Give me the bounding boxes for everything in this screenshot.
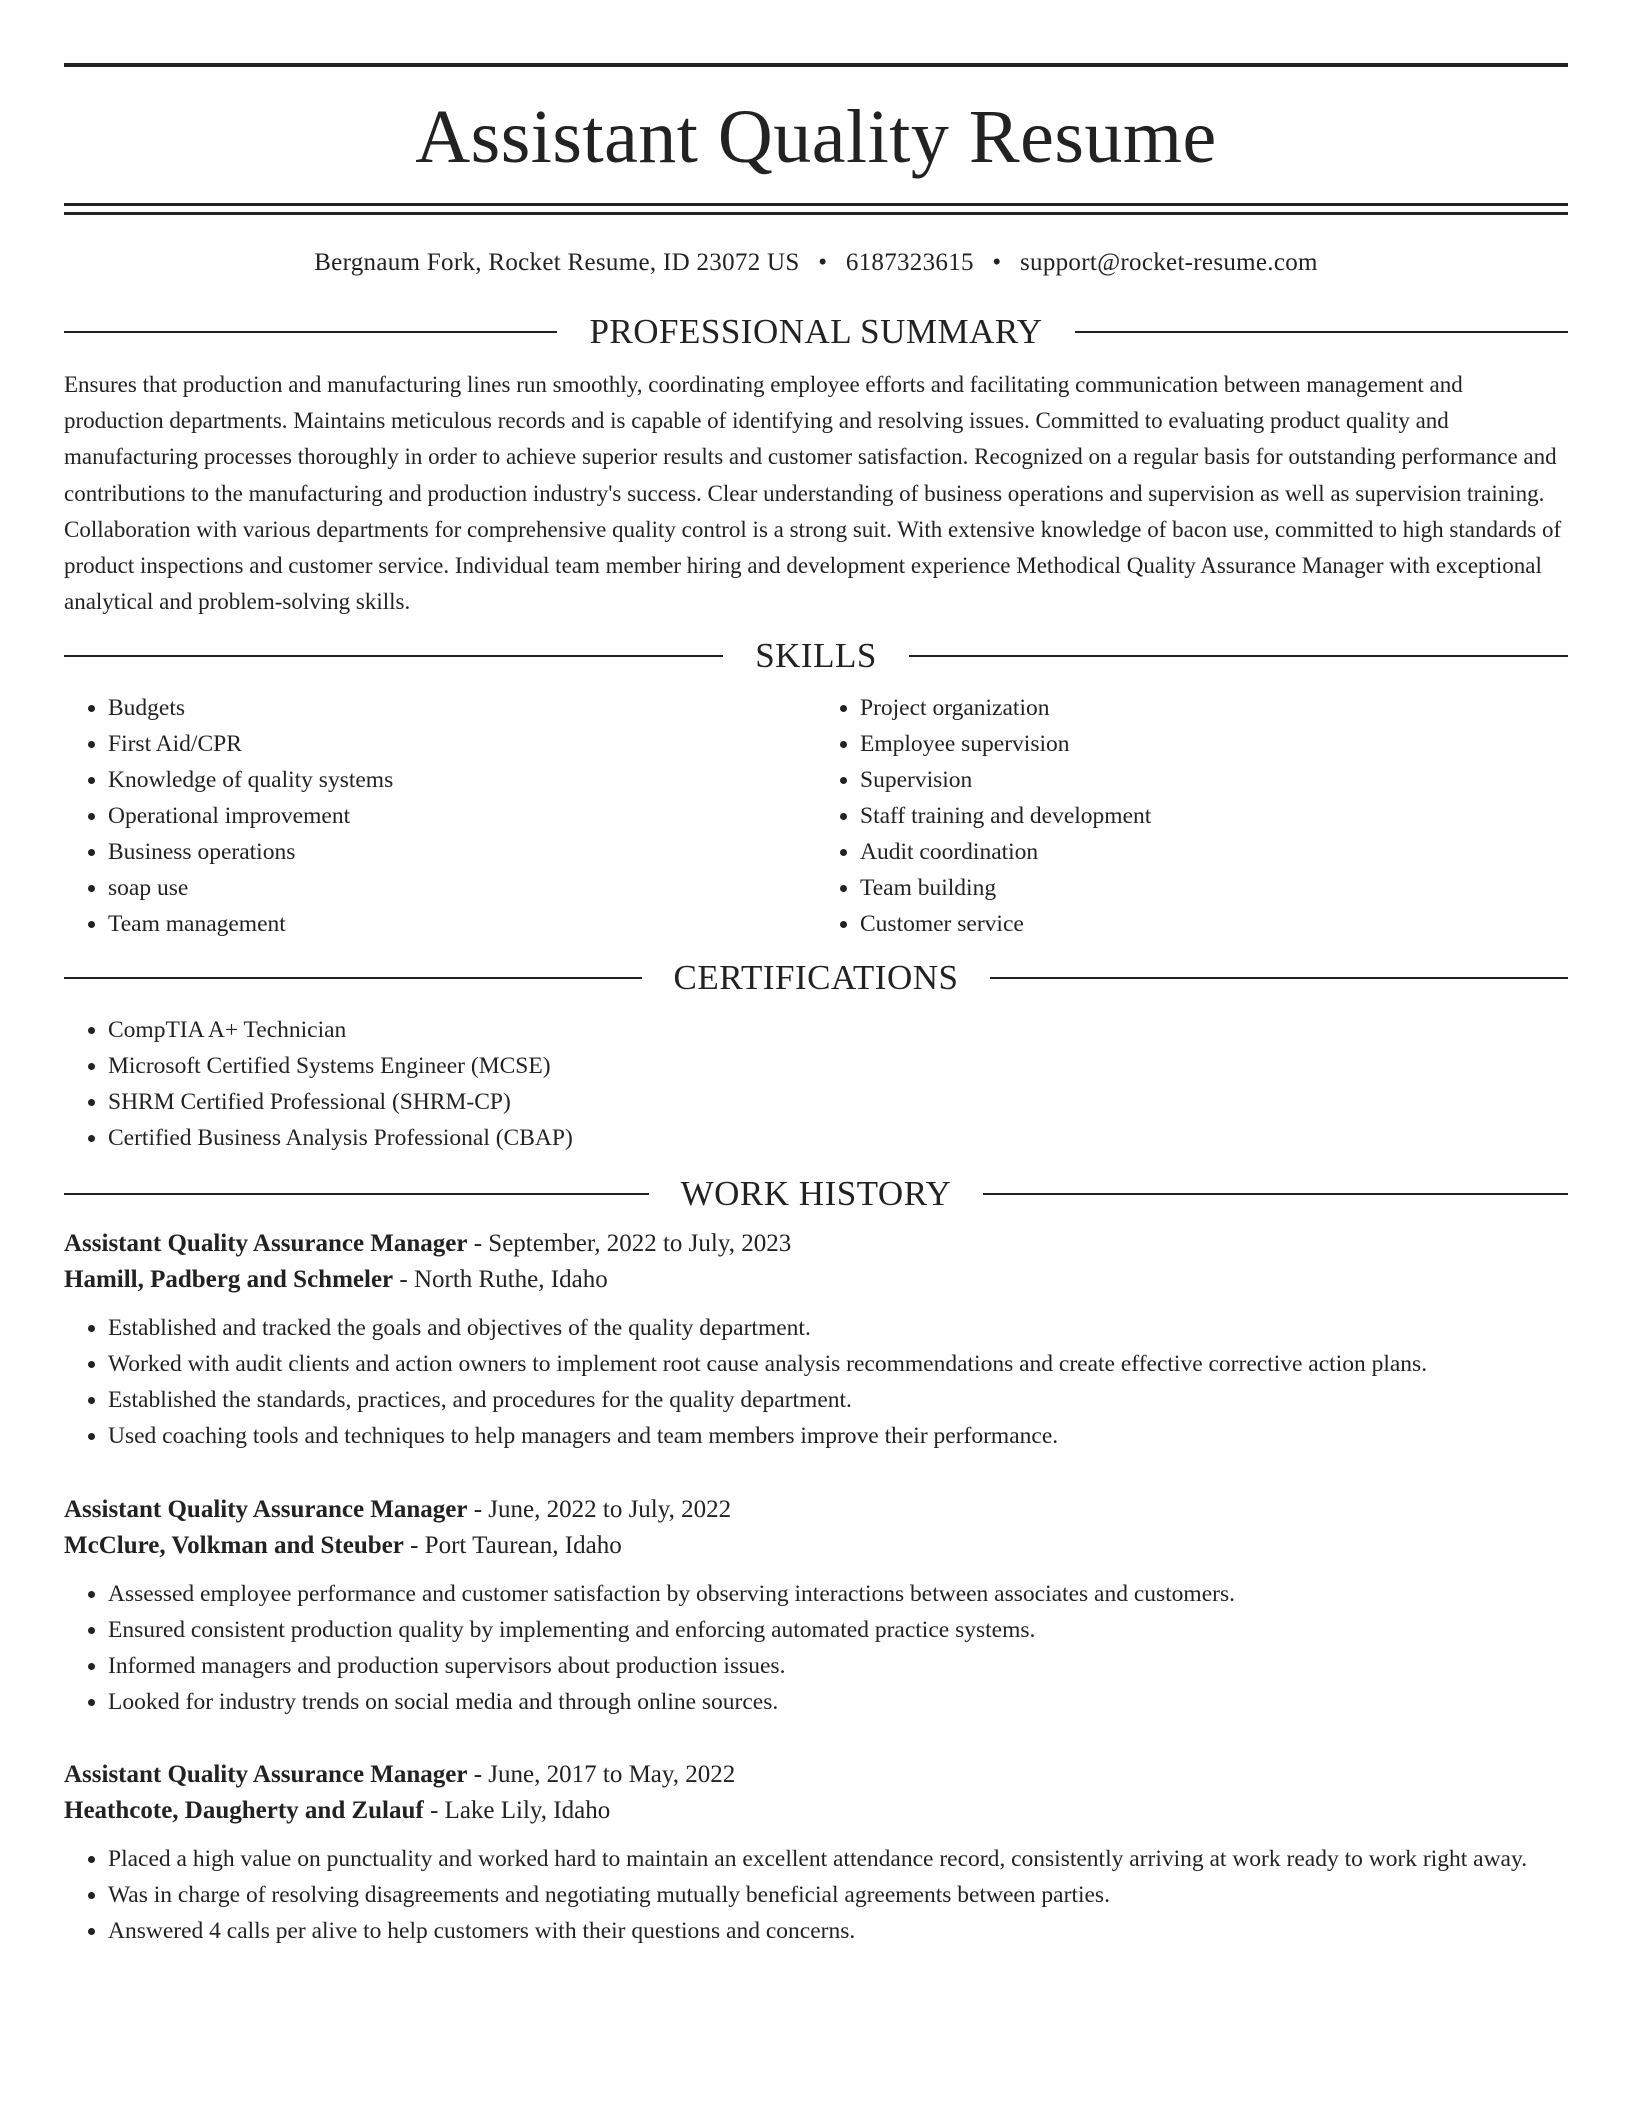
job-location: - North Ruthe, Idaho: [393, 1266, 608, 1294]
heading-rule-right: [1075, 331, 1568, 333]
heading-rule-right: [990, 977, 1568, 979]
skill-item: • Staff training and development: [860, 798, 1568, 834]
job-bullet: • Was in charge of resolving disagreements and negotiating mutually beneficial agreements between parties.: [108, 1877, 1568, 1913]
skills-list-right: [816, 690, 1568, 942]
skill-item: • Budgets: [108, 690, 816, 726]
skill-item: • Supervision: [860, 762, 1568, 798]
job-title: Assistant Quality Assurance Manager: [64, 1761, 468, 1789]
skill-item: • Employee supervision: [860, 726, 1568, 762]
certification-item: • Microsoft Certified Systems Engineer (MCSE): [108, 1048, 1568, 1084]
job-entry: [64, 1757, 1568, 1949]
heading-rule-right: [909, 655, 1568, 657]
job-title-line: [64, 1492, 1568, 1528]
certifications-list: [64, 1012, 1568, 1156]
skill-item: • Team management: [108, 906, 816, 942]
certifications-section-heading: [64, 958, 1568, 998]
job-bullet: • Looked for industry trends on social media and through online sources.: [108, 1684, 1568, 1720]
work-history-list: [64, 1226, 1568, 1949]
job-bullet: • Used coaching tools and techniques to help managers and team members improve their performance.: [108, 1418, 1568, 1454]
certifications-heading: CERTIFICATIONS: [673, 958, 959, 998]
job-bullet: • Answered 4 calls per alive to help customers with their questions and concerns.: [108, 1913, 1568, 1949]
job-dates: - September, 2022 to July, 2023: [467, 1230, 792, 1258]
job-bullet: • Established the standards, practices, and procedures for the quality department.: [108, 1382, 1568, 1418]
heading-rule-right: [983, 1193, 1568, 1195]
skills-section-heading: [64, 636, 1568, 676]
contact-line: [64, 248, 1568, 278]
skill-item: • Customer service: [860, 906, 1568, 942]
skill-item: • Knowledge of quality systems: [108, 762, 816, 798]
job-company: Hamill, Padberg and Schmeler: [64, 1266, 394, 1294]
skill-item: • soap use: [108, 870, 816, 906]
job-company: McClure, Volkman and Steuber: [64, 1532, 404, 1560]
summary-heading: PROFESSIONAL SUMMARY: [589, 312, 1043, 351]
summary-section-heading: [64, 312, 1568, 352]
contact-separator: •: [818, 249, 828, 276]
job-dates: - June, 2022 to July, 2022: [467, 1496, 732, 1524]
job-company-line: [64, 1262, 1568, 1298]
job-bullet-list: [64, 1576, 1568, 1720]
work-history-section-heading: [64, 1174, 1568, 1214]
contact-address: Bergnaum Fork, Rocket Resume, ID 23072 US: [314, 249, 800, 276]
job-bullet: • Informed managers and production supervisors about production issues.: [108, 1648, 1568, 1684]
job-title-line: [64, 1757, 1568, 1793]
job-dates: - June, 2017 to May, 2022: [467, 1761, 736, 1789]
heading-rule-left: [64, 331, 557, 333]
certification-item: • Certified Business Analysis Professional (CBAP): [108, 1120, 1568, 1156]
contact-separator: •: [992, 249, 1002, 276]
job-bullet: • Worked with audit clients and action owners to implement root cause analysis recommendations and create effective corrective action plans.: [108, 1346, 1568, 1382]
resume-page: [64, 0, 1568, 1949]
job-company: Heathcote, Daugherty and Zulauf: [64, 1797, 424, 1825]
skill-item: • Audit coordination: [860, 834, 1568, 870]
certification-item: • SHRM Certified Professional (SHRM-CP): [108, 1084, 1568, 1120]
job-location: - Lake Lily, Idaho: [423, 1797, 611, 1825]
job-bullet-list: [64, 1841, 1568, 1949]
skills-list-left: [64, 690, 816, 942]
job-title: Assistant Quality Assurance Manager: [64, 1496, 468, 1524]
skill-item: • Business operations: [108, 834, 816, 870]
job-title-line: [64, 1226, 1568, 1262]
summary-text: Ensures that production and manufacturing lines run smoothly, coordinating employee efforts and facilitating communication between management and production departments. Maintains meticulous records and is capable of identifying and resolving issues. Committed to evaluating product quality and manufacturing processes thoroughly in order to achieve superior results and customer satisfaction. Recognized on a regular basis for outstanding performance and contributions to the manufacturing and production industry's success. Clear understanding of business operations and supervision as well as supervision training. Collaboration with various departments for comprehensive quality control is a strong suit. With extensive knowledge of bacon use, committed to high standards of product inspections and customer service. Individual team member hiring and development experience Methodical Quality Assurance Manager with exceptional analytical and problem-solving skills.: [64, 372, 1562, 615]
skill-item: • Operational improvement: [108, 798, 816, 834]
skills-grid: [64, 690, 1568, 942]
job-bullet-list: [64, 1310, 1568, 1454]
job-bullet: • Assessed employee performance and customer satisfaction by observing interactions between associates and customers.: [108, 1576, 1568, 1612]
heading-rule-left: [64, 977, 642, 979]
skill-item: • First Aid/CPR: [108, 726, 816, 762]
resume-title: Assistant Quality Resume: [415, 95, 1217, 179]
job-entry: [64, 1226, 1568, 1454]
job-company-line: [64, 1528, 1568, 1564]
job-title: Assistant Quality Assurance Manager: [64, 1230, 468, 1258]
job-bullet: • Established and tracked the goals and objectives of the quality department.: [108, 1310, 1568, 1346]
contact-email: support@rocket-resume.com: [1020, 249, 1318, 276]
title-double-rule: [64, 203, 1568, 215]
work-history-heading: WORK HISTORY: [680, 1174, 952, 1214]
skills-heading: SKILLS: [755, 636, 877, 676]
heading-rule-left: [64, 655, 723, 657]
certification-item: • CompTIA A+ Technician: [108, 1012, 1568, 1048]
job-bullet: • Placed a high value on punctuality and worked hard to maintain an excellent attendance record, consistently arriving at work ready to work right away.: [108, 1841, 1568, 1877]
heading-rule-left: [64, 1193, 649, 1195]
job-company-line: [64, 1793, 1568, 1829]
job-bullet: • Ensured consistent production quality by implementing and enforcing automated practice systems.: [108, 1612, 1568, 1648]
skill-item: • Team building: [860, 870, 1568, 906]
job-entry: [64, 1492, 1568, 1720]
skill-item: • Project organization: [860, 690, 1568, 726]
job-location: - Port Taurean, Idaho: [403, 1532, 622, 1560]
contact-phone: 6187323615: [845, 249, 974, 276]
